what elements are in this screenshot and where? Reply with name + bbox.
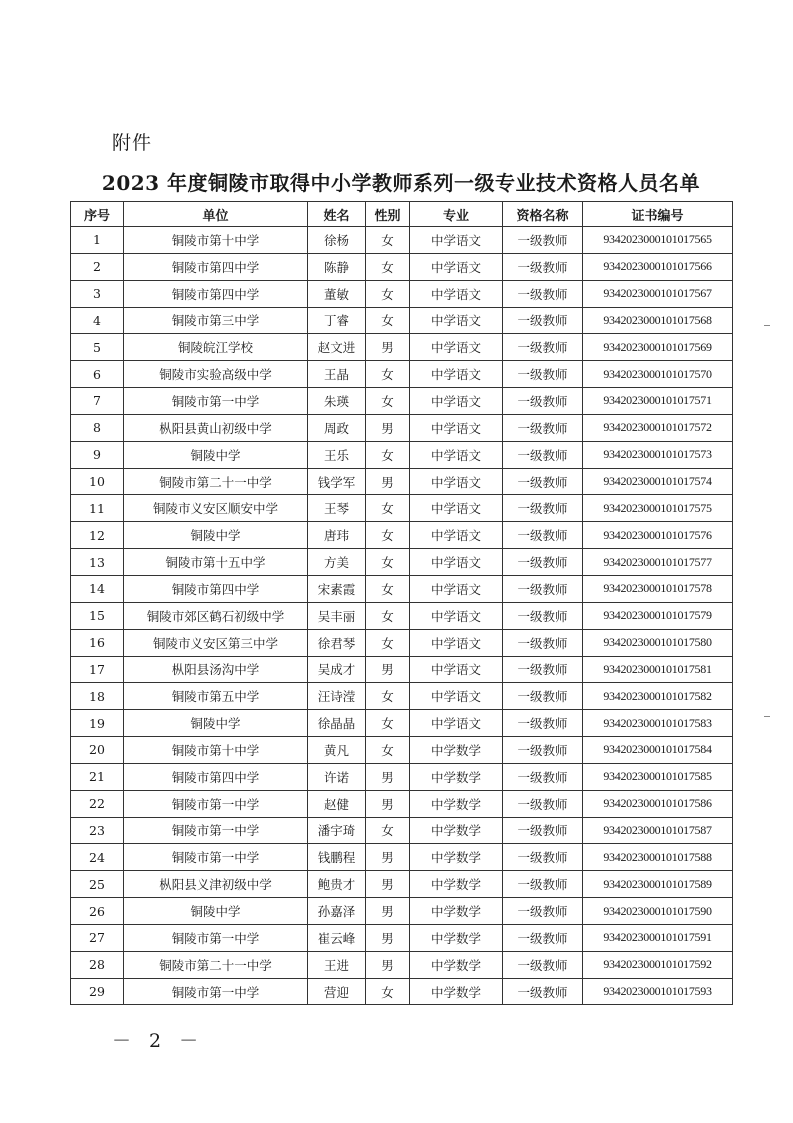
cell-unit: 铜陵市第十中学 bbox=[124, 737, 308, 764]
table-row bbox=[71, 844, 733, 871]
cell-qualification: 一级教师 bbox=[503, 361, 583, 388]
table-row bbox=[71, 468, 733, 495]
table-row bbox=[71, 522, 733, 549]
cell-unit: 铜陵市第四中学 bbox=[124, 280, 308, 307]
cell-certificate-no: 9342023000101017567 bbox=[583, 280, 733, 307]
attachment-label: 附件 bbox=[112, 132, 153, 154]
cell-name: 周政 bbox=[308, 414, 366, 441]
table-row bbox=[71, 737, 733, 764]
personnel-table bbox=[70, 201, 733, 1005]
cell-major: 中学数学 bbox=[410, 737, 503, 764]
cell-certificate-no: 9342023000101017583 bbox=[583, 710, 733, 737]
cell-major: 中学语文 bbox=[410, 575, 503, 602]
cell-name: 宋素霞 bbox=[308, 575, 366, 602]
cell-gender: 女 bbox=[366, 388, 410, 415]
cell-qualification: 一级教师 bbox=[503, 227, 583, 254]
cell-major: 中学语文 bbox=[410, 468, 503, 495]
cell-gender: 男 bbox=[366, 414, 410, 441]
cell-qualification: 一级教师 bbox=[503, 898, 583, 925]
cell-gender: 男 bbox=[366, 763, 410, 790]
cell-major: 中学语文 bbox=[410, 549, 503, 576]
cell-unit: 铜陵市第四中学 bbox=[124, 763, 308, 790]
cell-qualification: 一级教师 bbox=[503, 656, 583, 683]
table-row bbox=[71, 683, 733, 710]
cell-unit: 铜陵中学 bbox=[124, 441, 308, 468]
cell-name: 丁睿 bbox=[308, 307, 366, 334]
cell-index: 23 bbox=[71, 817, 124, 844]
cell-certificate-no: 9342023000101017574 bbox=[583, 468, 733, 495]
cell-name: 徐君琴 bbox=[308, 629, 366, 656]
cell-gender: 女 bbox=[366, 817, 410, 844]
cell-index: 3 bbox=[71, 280, 124, 307]
cell-gender: 女 bbox=[366, 710, 410, 737]
cell-index: 16 bbox=[71, 629, 124, 656]
cell-index: 12 bbox=[71, 522, 124, 549]
cell-index: 14 bbox=[71, 575, 124, 602]
cell-gender: 女 bbox=[366, 549, 410, 576]
cell-qualification: 一级教师 bbox=[503, 844, 583, 871]
cell-major: 中学数学 bbox=[410, 898, 503, 925]
cell-qualification: 一级教师 bbox=[503, 924, 583, 951]
cell-major: 中学语文 bbox=[410, 710, 503, 737]
cell-unit: 铜陵市第十中学 bbox=[124, 227, 308, 254]
cell-major: 中学语文 bbox=[410, 361, 503, 388]
cell-certificate-no: 9342023000101017571 bbox=[583, 388, 733, 415]
cell-qualification: 一级教师 bbox=[503, 468, 583, 495]
table-body bbox=[71, 227, 733, 1005]
cell-gender: 女 bbox=[366, 683, 410, 710]
table-row bbox=[71, 307, 733, 334]
cell-index: 25 bbox=[71, 871, 124, 898]
cell-qualification: 一级教师 bbox=[503, 871, 583, 898]
cell-name: 王晶 bbox=[308, 361, 366, 388]
cell-certificate-no: 9342023000101017575 bbox=[583, 495, 733, 522]
cell-name: 唐玮 bbox=[308, 522, 366, 549]
cell-unit: 铜陵市义安区第三中学 bbox=[124, 629, 308, 656]
cell-major: 中学语文 bbox=[410, 414, 503, 441]
table-row bbox=[71, 898, 733, 925]
cell-major: 中学数学 bbox=[410, 924, 503, 951]
cell-gender: 女 bbox=[366, 495, 410, 522]
cell-unit: 铜陵中学 bbox=[124, 522, 308, 549]
cell-unit: 铜陵市郊区鹤石初级中学 bbox=[124, 602, 308, 629]
cell-index: 11 bbox=[71, 495, 124, 522]
cell-certificate-no: 9342023000101017577 bbox=[583, 549, 733, 576]
cell-qualification: 一级教师 bbox=[503, 307, 583, 334]
cell-certificate-no: 9342023000101017589 bbox=[583, 871, 733, 898]
cell-major: 中学数学 bbox=[410, 951, 503, 978]
cell-major: 中学数学 bbox=[410, 817, 503, 844]
cell-name: 营迎 bbox=[308, 978, 366, 1005]
cell-gender: 男 bbox=[366, 656, 410, 683]
cell-unit: 铜陵市第四中学 bbox=[124, 575, 308, 602]
page-number: － 2 － bbox=[112, 1030, 205, 1052]
cell-unit: 铜陵市第五中学 bbox=[124, 683, 308, 710]
cell-major: 中学语文 bbox=[410, 495, 503, 522]
table-row bbox=[71, 334, 733, 361]
cell-unit: 铜陵市第一中学 bbox=[124, 817, 308, 844]
cell-unit: 铜陵市第四中学 bbox=[124, 253, 308, 280]
cell-unit: 铜陵中学 bbox=[124, 898, 308, 925]
cell-unit: 铜陵市实验高级中学 bbox=[124, 361, 308, 388]
cell-name: 许诺 bbox=[308, 763, 366, 790]
cell-name: 董敏 bbox=[308, 280, 366, 307]
cell-qualification: 一级教师 bbox=[503, 817, 583, 844]
cell-certificate-no: 9342023000101017572 bbox=[583, 414, 733, 441]
cell-index: 28 bbox=[71, 951, 124, 978]
cell-certificate-no: 9342023000101017573 bbox=[583, 441, 733, 468]
cell-index: 26 bbox=[71, 898, 124, 925]
cell-gender: 女 bbox=[366, 575, 410, 602]
cell-gender: 男 bbox=[366, 951, 410, 978]
cell-major: 中学数学 bbox=[410, 978, 503, 1005]
cell-major: 中学数学 bbox=[410, 871, 503, 898]
table-header-row bbox=[71, 202, 733, 227]
cell-unit: 铜陵市第一中学 bbox=[124, 388, 308, 415]
cell-qualification: 一级教师 bbox=[503, 388, 583, 415]
table-row bbox=[71, 871, 733, 898]
cell-major: 中学语文 bbox=[410, 683, 503, 710]
cell-certificate-no: 9342023000101017584 bbox=[583, 737, 733, 764]
cell-name: 黄凡 bbox=[308, 737, 366, 764]
cell-gender: 女 bbox=[366, 253, 410, 280]
cell-index: 7 bbox=[71, 388, 124, 415]
cell-index: 29 bbox=[71, 978, 124, 1005]
cell-certificate-no: 9342023000101017590 bbox=[583, 898, 733, 925]
cell-certificate-no: 9342023000101017593 bbox=[583, 978, 733, 1005]
cell-index: 27 bbox=[71, 924, 124, 951]
header-unit: 单位 bbox=[124, 202, 308, 227]
cell-major: 中学语文 bbox=[410, 441, 503, 468]
cell-gender: 男 bbox=[366, 334, 410, 361]
cell-index: 15 bbox=[71, 602, 124, 629]
scan-mark bbox=[764, 716, 770, 717]
cell-unit: 枞阳县义津初级中学 bbox=[124, 871, 308, 898]
cell-unit: 铜陵市第一中学 bbox=[124, 790, 308, 817]
cell-qualification: 一级教师 bbox=[503, 602, 583, 629]
table-row bbox=[71, 280, 733, 307]
header-qualification: 资格名称 bbox=[503, 202, 583, 227]
table-row bbox=[71, 388, 733, 415]
cell-name: 方美 bbox=[308, 549, 366, 576]
cell-gender: 女 bbox=[366, 978, 410, 1005]
cell-gender: 男 bbox=[366, 790, 410, 817]
table-row bbox=[71, 924, 733, 951]
cell-name: 王乐 bbox=[308, 441, 366, 468]
cell-gender: 男 bbox=[366, 924, 410, 951]
cell-name: 王琴 bbox=[308, 495, 366, 522]
cell-certificate-no: 9342023000101017588 bbox=[583, 844, 733, 871]
cell-unit: 枞阳县汤沟中学 bbox=[124, 656, 308, 683]
cell-name: 钱鹏程 bbox=[308, 844, 366, 871]
cell-certificate-no: 9342023000101017591 bbox=[583, 924, 733, 951]
cell-unit: 铜陵市第二十一中学 bbox=[124, 468, 308, 495]
cell-major: 中学数学 bbox=[410, 763, 503, 790]
table-row bbox=[71, 227, 733, 254]
cell-certificate-no: 9342023000101017585 bbox=[583, 763, 733, 790]
cell-gender: 男 bbox=[366, 844, 410, 871]
cell-qualification: 一级教师 bbox=[503, 441, 583, 468]
cell-major: 中学语文 bbox=[410, 307, 503, 334]
table-row bbox=[71, 253, 733, 280]
cell-major: 中学语文 bbox=[410, 227, 503, 254]
cell-index: 21 bbox=[71, 763, 124, 790]
cell-index: 20 bbox=[71, 737, 124, 764]
table-row bbox=[71, 790, 733, 817]
table-row bbox=[71, 978, 733, 1005]
cell-certificate-no: 9342023000101017587 bbox=[583, 817, 733, 844]
cell-qualification: 一级教师 bbox=[503, 522, 583, 549]
cell-qualification: 一级教师 bbox=[503, 737, 583, 764]
cell-unit: 铜陵中学 bbox=[124, 710, 308, 737]
table-row bbox=[71, 575, 733, 602]
cell-name: 钱学军 bbox=[308, 468, 366, 495]
cell-certificate-no: 9342023000101017566 bbox=[583, 253, 733, 280]
document-title: 2023 年度铜陵市取得中小学教师系列一级专业技术资格人员名单 bbox=[101, 171, 701, 195]
cell-gender: 女 bbox=[366, 737, 410, 764]
cell-major: 中学语文 bbox=[410, 253, 503, 280]
cell-name: 崔云峰 bbox=[308, 924, 366, 951]
cell-qualification: 一级教师 bbox=[503, 414, 583, 441]
cell-unit: 铜陵市第一中学 bbox=[124, 924, 308, 951]
cell-unit: 铜陵市第一中学 bbox=[124, 978, 308, 1005]
cell-gender: 男 bbox=[366, 898, 410, 925]
cell-certificate-no: 9342023000101017569 bbox=[583, 334, 733, 361]
cell-major: 中学语文 bbox=[410, 388, 503, 415]
cell-index: 4 bbox=[71, 307, 124, 334]
table-row bbox=[71, 441, 733, 468]
cell-gender: 女 bbox=[366, 361, 410, 388]
table-row bbox=[71, 602, 733, 629]
cell-qualification: 一级教师 bbox=[503, 951, 583, 978]
cell-certificate-no: 9342023000101017568 bbox=[583, 307, 733, 334]
cell-name: 徐杨 bbox=[308, 227, 366, 254]
cell-name: 徐晶晶 bbox=[308, 710, 366, 737]
cell-gender: 男 bbox=[366, 871, 410, 898]
cell-unit: 铜陵市第三中学 bbox=[124, 307, 308, 334]
cell-name: 赵健 bbox=[308, 790, 366, 817]
cell-qualification: 一级教师 bbox=[503, 495, 583, 522]
cell-qualification: 一级教师 bbox=[503, 790, 583, 817]
table-row bbox=[71, 549, 733, 576]
cell-index: 10 bbox=[71, 468, 124, 495]
cell-unit: 铜陵市第二十一中学 bbox=[124, 951, 308, 978]
cell-qualification: 一级教师 bbox=[503, 683, 583, 710]
header-certificate-no: 证书编号 bbox=[583, 202, 733, 227]
cell-unit: 铜陵皖江学校 bbox=[124, 334, 308, 361]
cell-major: 中学语文 bbox=[410, 522, 503, 549]
cell-qualification: 一级教师 bbox=[503, 334, 583, 361]
cell-certificate-no: 9342023000101017582 bbox=[583, 683, 733, 710]
cell-certificate-no: 9342023000101017576 bbox=[583, 522, 733, 549]
cell-index: 24 bbox=[71, 844, 124, 871]
cell-qualification: 一级教师 bbox=[503, 763, 583, 790]
header-major: 专业 bbox=[410, 202, 503, 227]
cell-qualification: 一级教师 bbox=[503, 710, 583, 737]
table-row bbox=[71, 656, 733, 683]
cell-major: 中学语文 bbox=[410, 602, 503, 629]
cell-certificate-no: 9342023000101017565 bbox=[583, 227, 733, 254]
cell-name: 吴成才 bbox=[308, 656, 366, 683]
cell-certificate-no: 9342023000101017586 bbox=[583, 790, 733, 817]
cell-certificate-no: 9342023000101017580 bbox=[583, 629, 733, 656]
cell-index: 2 bbox=[71, 253, 124, 280]
cell-name: 孙嘉泽 bbox=[308, 898, 366, 925]
table-row bbox=[71, 951, 733, 978]
header-name: 姓名 bbox=[308, 202, 366, 227]
cell-index: 1 bbox=[71, 227, 124, 254]
cell-certificate-no: 9342023000101017578 bbox=[583, 575, 733, 602]
cell-gender: 女 bbox=[366, 522, 410, 549]
cell-index: 8 bbox=[71, 414, 124, 441]
cell-index: 18 bbox=[71, 683, 124, 710]
cell-major: 中学语文 bbox=[410, 629, 503, 656]
cell-certificate-no: 9342023000101017581 bbox=[583, 656, 733, 683]
cell-gender: 女 bbox=[366, 602, 410, 629]
cell-index: 22 bbox=[71, 790, 124, 817]
header-index: 序号 bbox=[71, 202, 124, 227]
cell-unit: 铜陵市义安区顺安中学 bbox=[124, 495, 308, 522]
cell-certificate-no: 9342023000101017579 bbox=[583, 602, 733, 629]
table-row bbox=[71, 629, 733, 656]
cell-unit: 铜陵市第十五中学 bbox=[124, 549, 308, 576]
cell-name: 陈静 bbox=[308, 253, 366, 280]
cell-major: 中学数学 bbox=[410, 790, 503, 817]
cell-qualification: 一级教师 bbox=[503, 575, 583, 602]
cell-name: 汪诗滢 bbox=[308, 683, 366, 710]
cell-qualification: 一级教师 bbox=[503, 280, 583, 307]
cell-certificate-no: 9342023000101017592 bbox=[583, 951, 733, 978]
cell-major: 中学语文 bbox=[410, 656, 503, 683]
cell-index: 5 bbox=[71, 334, 124, 361]
cell-certificate-no: 9342023000101017570 bbox=[583, 361, 733, 388]
header-gender: 性别 bbox=[366, 202, 410, 227]
cell-gender: 女 bbox=[366, 280, 410, 307]
cell-major: 中学语文 bbox=[410, 334, 503, 361]
cell-gender: 女 bbox=[366, 629, 410, 656]
cell-name: 鲍贵才 bbox=[308, 871, 366, 898]
cell-gender: 女 bbox=[366, 227, 410, 254]
cell-name: 潘宇琦 bbox=[308, 817, 366, 844]
table-row bbox=[71, 710, 733, 737]
table-row bbox=[71, 361, 733, 388]
cell-major: 中学语文 bbox=[410, 280, 503, 307]
cell-name: 吴丰丽 bbox=[308, 602, 366, 629]
cell-qualification: 一级教师 bbox=[503, 253, 583, 280]
cell-gender: 男 bbox=[366, 468, 410, 495]
cell-name: 朱瑛 bbox=[308, 388, 366, 415]
cell-index: 9 bbox=[71, 441, 124, 468]
cell-gender: 女 bbox=[366, 307, 410, 334]
cell-gender: 女 bbox=[366, 441, 410, 468]
cell-name: 赵文进 bbox=[308, 334, 366, 361]
table-row bbox=[71, 495, 733, 522]
cell-qualification: 一级教师 bbox=[503, 978, 583, 1005]
scan-mark bbox=[764, 325, 770, 326]
cell-index: 17 bbox=[71, 656, 124, 683]
table-row bbox=[71, 763, 733, 790]
cell-unit: 铜陵市第一中学 bbox=[124, 844, 308, 871]
cell-unit: 枞阳县黄山初级中学 bbox=[124, 414, 308, 441]
cell-index: 6 bbox=[71, 361, 124, 388]
cell-name: 王进 bbox=[308, 951, 366, 978]
cell-index: 13 bbox=[71, 549, 124, 576]
cell-index: 19 bbox=[71, 710, 124, 737]
table-row bbox=[71, 817, 733, 844]
cell-qualification: 一级教师 bbox=[503, 629, 583, 656]
cell-qualification: 一级教师 bbox=[503, 549, 583, 576]
cell-major: 中学数学 bbox=[410, 844, 503, 871]
table-row bbox=[71, 414, 733, 441]
